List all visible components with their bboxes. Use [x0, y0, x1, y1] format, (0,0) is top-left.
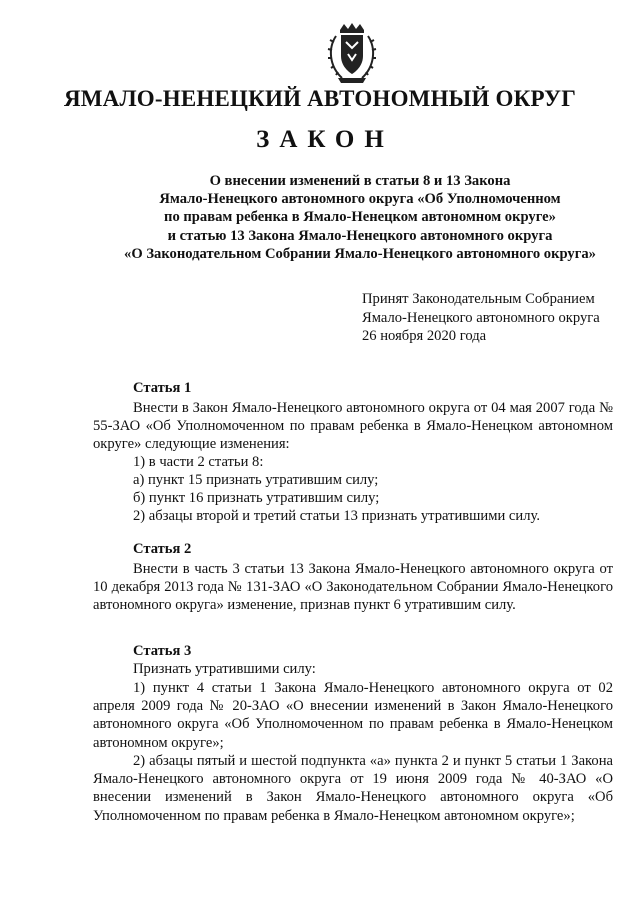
- subject-line: Ямало-Ненецкого автономного округа «Об Уполномоченном: [159, 191, 561, 208]
- adoption-line: 26 ноября 2020 года: [362, 328, 487, 344]
- adoption-note: [362, 290, 622, 346]
- article-3-item: 1) пункт 4 статьи 1 Закона Ямало-Ненецкого автономного округа от 02 апреля 2009 года № 20-ЗАО «О внесении изменений в Закон Ямало-Ненецкого автономного округа «Об Уполномоченном по правам ребенка в Ямало-Ненецком автономном округе»;: [93, 680, 613, 751]
- article-1-intro: Внести в Закон Ямало-Ненецкого автономного округа от 04 мая 2007 года № 55-ЗАО «Об Уполномоченном по правам ребенка в Ямало-Ненецком автономном округе» следующие изменения:: [93, 400, 613, 453]
- article-1-item: 2) абзацы второй и третий статьи 13 признать утратившими силу.: [133, 508, 540, 524]
- article-1-title: Статья 1: [133, 380, 192, 396]
- article-3-item: 2) абзацы пятый и шестой подпункта «а» пункта 2 и пункт 5 статьи 1 Закона Ямало-Ненецкого автономного округа от 19 июня 2009 года № 40-ЗАО «О внесении изменений в Закон Ямало-Ненецкого автономного округа «Об Уполномоченном по правам ребенка в Ямало-Ненецком автономном округе»;: [93, 753, 613, 824]
- article-2-text: Внести в часть 3 статьи 13 Закона Ямало-Ненецкого автономного округа от 10 декабря 2013 года № 131-ЗАО «О Законодательном Собрании Ямало-Ненецкого автономного округа» изменение, признав пункт 6 утратившим силу.: [93, 561, 613, 614]
- article-2-title: Статья 2: [133, 541, 192, 557]
- coat-of-arms-icon: [326, 22, 378, 86]
- subject-line: и статью 13 Закона Ямало-Ненецкого автономного округа: [167, 227, 553, 244]
- article-1-item: а) пункт 15 признать утратившим силу;: [133, 472, 379, 488]
- adoption-line: Ямало-Ненецкого автономного округа: [362, 309, 600, 326]
- subject-line: «О Законодательном Собрании Ямало-Ненецкого автономного округа»: [124, 245, 596, 262]
- document-type-title: ЗАКОН: [256, 126, 394, 153]
- subject-line: по правам ребенка в Ямало-Ненецком автономном округе»: [164, 209, 556, 226]
- adoption-line: Принят Законодательным Собранием: [362, 291, 595, 307]
- article-3-intro: Признать утратившими силу:: [133, 661, 316, 677]
- article-1-item: 1) в части 2 статьи 8:: [133, 454, 264, 470]
- article-1-item: б) пункт 16 признать утратившим силу;: [133, 490, 380, 506]
- law-subject: [80, 172, 640, 263]
- region-title: ЯМАЛО-НЕНЕЦКИЙ АВТОНОМНЫЙ ОКРУГ: [63, 86, 577, 111]
- article-3-title: Статья 3: [133, 643, 192, 659]
- subject-line: О внесении изменений в статьи 8 и 13 Закона: [209, 173, 511, 189]
